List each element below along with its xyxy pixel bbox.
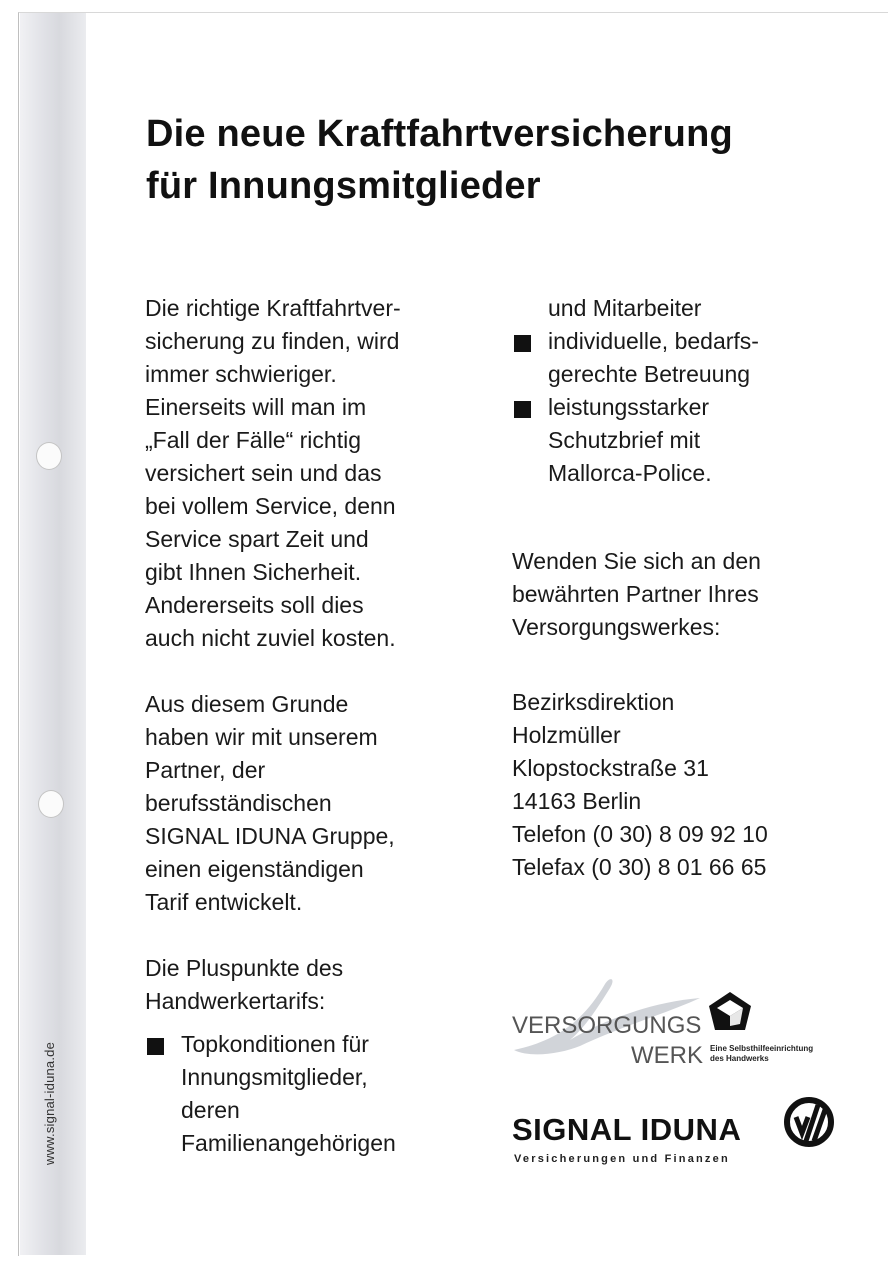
text-line: Wenden Sie sich an den [512,548,761,574]
tariff-paragraph [145,688,485,919]
versorgungswerk-cube-icon [705,990,755,1034]
text-line: deren [181,1097,240,1123]
text-line: Topkonditionen für [181,1031,369,1057]
versorgungswerk-line1: VERSORGUNGS [512,1012,702,1039]
signal-iduna-name: SIGNAL IDUNA [512,1112,742,1147]
text-line: versichert sein und das [145,460,382,486]
text-line: immer schwieriger. [145,361,337,387]
text-line: SIGNAL IDUNA Gruppe, [145,823,395,849]
text-line: „Fall der Fälle“ richtig [145,427,361,453]
signal-iduna-tagline: Versicherungen und Finanzen [514,1153,730,1165]
versorgungswerk-subtitle [710,1044,813,1064]
bullet-item-schutzbrief [512,391,852,490]
text-line: Die Pluspunkte des [145,955,344,981]
signal-iduna-emblem-icon [782,1095,836,1149]
bullet-item-betreuung [512,325,852,391]
contact-paragraph [512,545,852,644]
text-line: Einerseits will man im [145,394,367,420]
pluspoints-heading [145,952,485,1018]
text-line: einen eigenständigen [145,856,364,882]
text-line: Versorgungswerkes: [512,614,721,640]
fax-line: Telefax (0 30) 8 01 66 65 [512,854,767,880]
bullet-item-topkonditionen [145,1028,485,1160]
text-line: Partner, der [145,757,266,783]
text-line: Mallorca-Police. [548,460,712,486]
address-line: Bezirksdirektion [512,689,675,715]
address-line: 14163 Berlin [512,788,642,814]
title-line-2: für Innungsmitglieder [146,165,541,207]
text-line: berufsständischen [145,790,332,816]
title-line-1: Die neue Kraftfahrtversicherung [146,113,733,155]
text-line: individuelle, bedarfs- [548,328,759,354]
side-url [42,1145,57,1165]
left-column [145,292,485,1160]
phone-line: Telefon (0 30) 8 09 92 10 [512,821,768,847]
text-line: Die richtige Kraftfahrtver- [145,295,401,321]
versorgungswerk-line2: WERK [631,1042,703,1069]
text-line: Andererseits soll dies [145,592,364,618]
text-line: leistungsstarker [548,394,710,420]
text-line: bewährten Partner Ihres [512,581,759,607]
text-line: Aus diesem Grunde [145,691,349,717]
address-line: Holzmüller [512,722,621,748]
intro-paragraph [145,292,485,655]
text-line: haben wir mit unserem [145,724,378,750]
text-line: sicherung zu finden, wird [145,328,400,354]
address-line: Klopstockstraße 31 [512,755,709,781]
address-block [512,686,852,884]
text-line: gerechte Betreuung [548,361,751,387]
bullet-square-icon [147,1038,164,1055]
bullet-square-icon [514,335,531,352]
right-column [512,292,852,884]
punch-hole-top [36,442,62,470]
text-line: Schutzbrief mit [548,427,701,453]
versorgungswerk-sub1: Eine Selbsthilfeeinrichtung [710,1044,814,1053]
bullet-continuation [512,292,852,325]
versorgungswerk-sub2: des Handwerks [710,1054,769,1063]
text-line: Familienangehörigen [181,1130,396,1156]
bullet-square-icon [514,401,531,418]
text-line: Innungsmitglieder, [181,1064,368,1090]
text-line: bei vollem Service, denn [145,493,396,519]
text-line: Handwerkertarifs: [145,988,326,1014]
page-title [146,108,733,212]
text-line: gibt Ihnen Sicherheit. [145,559,362,585]
text-line: auch nicht zuviel kosten. [145,625,396,651]
text-line: und Mitarbeiter [548,295,702,321]
text-line: Tarif entwickelt. [145,889,303,915]
punch-hole-bottom [38,790,64,818]
text-line: Service spart Zeit und [145,526,369,552]
